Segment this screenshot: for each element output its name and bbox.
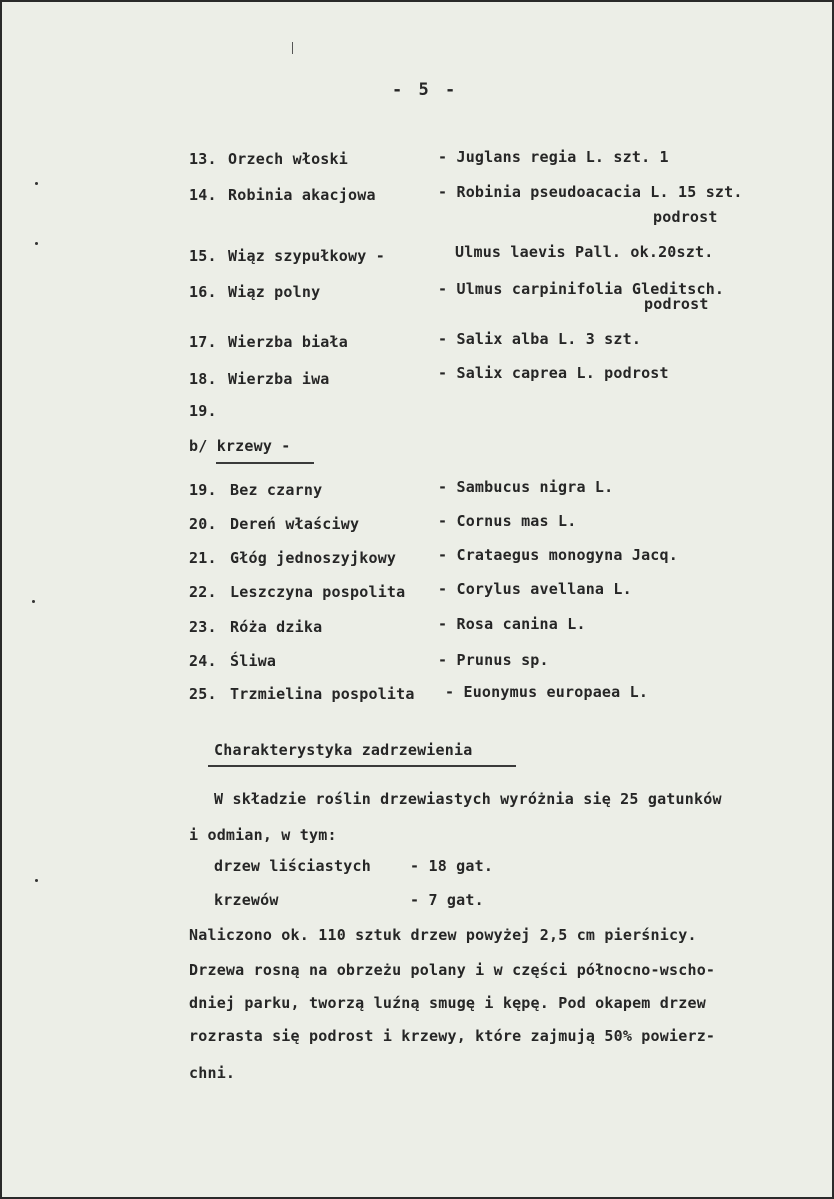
item-latin-name: - Corylus avellana L. xyxy=(438,580,632,598)
item-number: 20. xyxy=(189,515,217,533)
item-common-name: Orzech włoski xyxy=(228,150,348,168)
item-latin-name: - Juglans regia L. szt. 1 xyxy=(438,148,669,166)
item-latin-name: - Ulmus carpinifolia Gleditsch. xyxy=(438,280,725,298)
item-latin-name: Ulmus laevis Pall. ok.20szt. xyxy=(455,243,714,261)
section-heading: Charakterystyka zadrzewienia xyxy=(214,741,473,759)
paragraph-line: chni. xyxy=(189,1064,236,1082)
item-latin-name: - Euonymus europaea L. xyxy=(445,683,649,701)
count-label: krzewów xyxy=(214,891,279,909)
item-latin-note: podrost xyxy=(644,295,709,313)
item-number: 19. xyxy=(189,481,217,499)
item-latin-name: - Crataegus monogyna Jacq. xyxy=(438,546,678,564)
item-number: 22. xyxy=(189,583,217,601)
item-number: 15. xyxy=(189,247,217,265)
margin-dot xyxy=(35,242,38,245)
item-number: 25. xyxy=(189,685,217,703)
paragraph-line: Naliczono ok. 110 sztuk drzew powyżej 2,5 cm pierśnicy. xyxy=(189,926,697,944)
item-number: 24. xyxy=(189,652,217,670)
item-common-name: Róża dzika xyxy=(230,618,323,636)
item-common-name: Wierzba biała xyxy=(228,333,348,351)
item-common-name: Wiąz szypułkowy - xyxy=(228,247,385,265)
item-common-name: Dereń właściwy xyxy=(230,515,360,533)
item-latin-name: - Prunus sp. xyxy=(438,651,549,669)
item-common-name: Robinia akacjowa xyxy=(228,186,376,204)
item-number: 19. xyxy=(189,402,217,420)
item-latin-name: - Sambucus nigra L. xyxy=(438,478,614,496)
item-number: 14. xyxy=(189,186,217,204)
count-value: - 7 gat. xyxy=(410,891,484,909)
item-common-name: Wiąz polny xyxy=(228,283,321,301)
count-label: drzew liściastych xyxy=(214,857,371,875)
item-latin-note: podrost xyxy=(653,208,718,226)
item-common-name: Wierzba iwa xyxy=(228,370,330,388)
margin-dot xyxy=(35,879,38,882)
paragraph-line: Drzewa rosną na obrzeżu polany i w części północno-wscho- xyxy=(189,961,716,979)
paragraph-line: W składzie roślin drzewiastych wyróżnia się 25 gatunków xyxy=(214,790,722,808)
margin-dot xyxy=(35,182,38,185)
page-number: - 5 - xyxy=(392,80,459,100)
item-latin-name: - Salix caprea L. podrost xyxy=(438,364,669,382)
paragraph-line: rozrasta się podrost i krzewy, które zajmują 50% powierz- xyxy=(189,1027,716,1045)
heading-underline xyxy=(208,765,516,767)
count-value: - 18 gat. xyxy=(410,857,494,875)
margin-dot xyxy=(32,600,35,603)
heading-underline xyxy=(216,462,314,464)
item-latin-name: - Robinia pseudoacacia L. 15 szt. xyxy=(438,183,743,201)
item-common-name: Bez czarny xyxy=(230,481,323,499)
item-number: 23. xyxy=(189,618,217,636)
paragraph-line: i odmian, w tym: xyxy=(189,826,337,844)
item-number: 13. xyxy=(189,150,217,168)
item-common-name: Trzmielina pospolita xyxy=(230,685,415,703)
item-number: 18. xyxy=(189,370,217,388)
item-latin-name: - Salix alba L. 3 szt. xyxy=(438,330,642,348)
item-common-name: Śliwa xyxy=(230,652,277,670)
item-latin-name: - Cornus mas L. xyxy=(438,512,577,530)
item-common-name: Leszczyna pospolita xyxy=(230,583,406,601)
item-latin-name: - Rosa canina L. xyxy=(438,615,586,633)
item-common-name: Głóg jednoszyjkowy xyxy=(230,549,397,567)
shrubs-heading: b/ krzewy - xyxy=(189,437,291,455)
item-number: 16. xyxy=(189,283,217,301)
item-number: 21. xyxy=(189,549,217,567)
item-number: 17. xyxy=(189,333,217,351)
paragraph-line: dniej parku, tworzą luźną smugę i kępę. Pod okapem drzew xyxy=(189,994,706,1012)
margin-tick xyxy=(292,42,293,54)
